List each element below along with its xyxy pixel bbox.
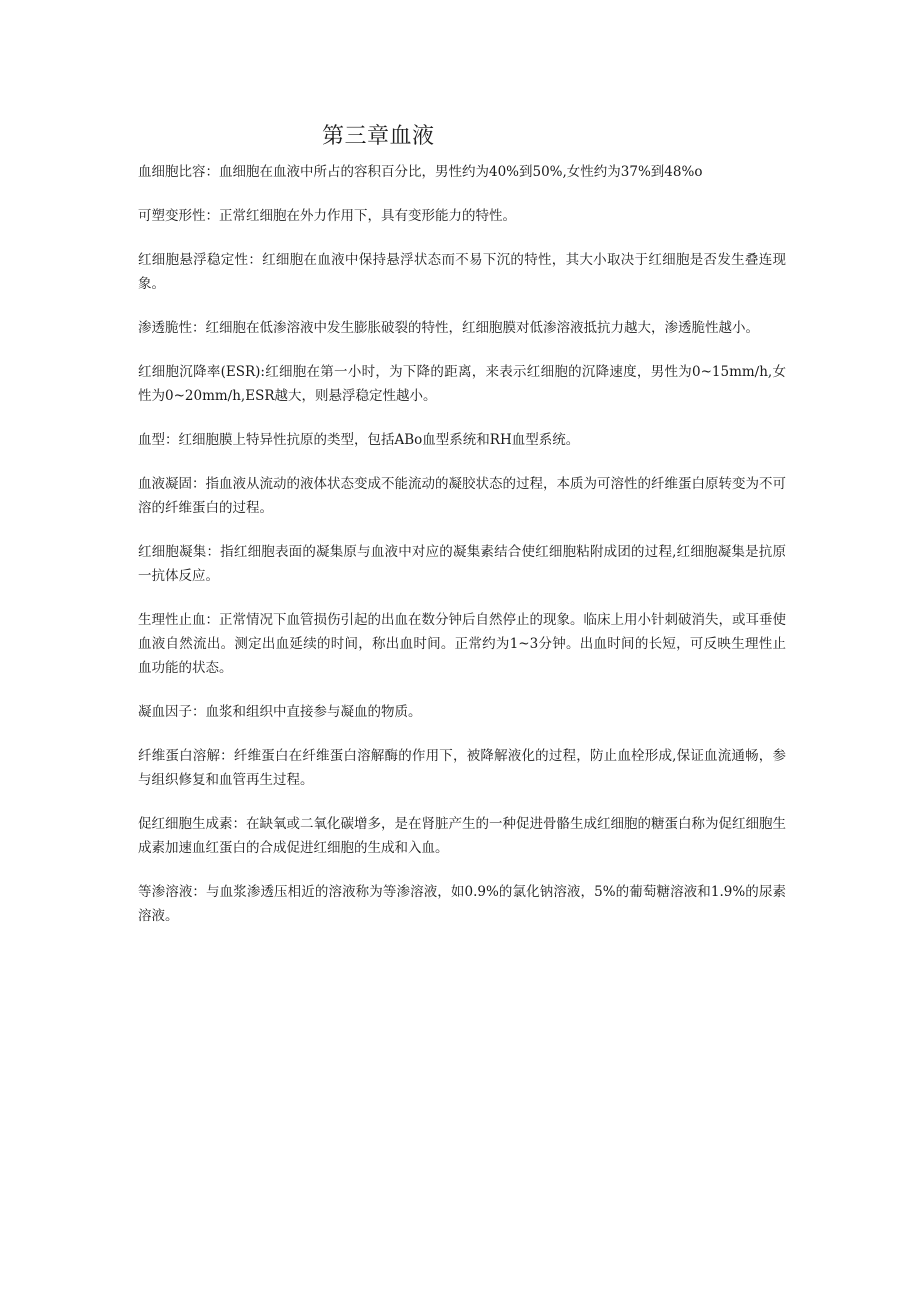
paragraph-blood-type: 血型：红细胞膜上特异性抗原的类型，包括ABo血型系统和RH血型系统。 bbox=[138, 432, 580, 448]
page-title: 第三章血液 bbox=[322, 124, 435, 149]
paragraph-suspension-stability: 红细胞悬浮稳定性：红细胞在血液中保持悬浮状态而不易下沉的特性，其大小取决于红细胞是否发生叠连现象。 bbox=[138, 252, 786, 292]
paragraph-agglutination: 红细胞凝集：指红细胞表面的凝集原与血液中对应的凝集素结合使红细胞粘附成团的过程,红细胞凝集是抗原一抗体反应。 bbox=[138, 544, 786, 584]
paragraph-hemostasis: 生理性止血：正常情况下血管损伤引起的出血在数分钟后自然停止的现象。临床上用小针刺破消失，或耳垂使血液自然流出。测定出血延续的时间，称出血时间。正常约为1~3分钟。出血时间的长短，可反映生理性止血功能的状态。 bbox=[138, 612, 786, 676]
paragraph-esr: 红细胞沉降率(ESR):红细胞在第一小时，为下降的距离，来表示红细胞的沉降速度，男性为0~15mm∕h,女性为0~20mm∕h,ESR越大，则悬浮稳定性越小。 bbox=[138, 364, 786, 404]
paragraph-isotonic-solution: 等渗溶液：与血浆渗透压相近的溶液称为等渗溶液，如0.9%的氯化钠溶液，5%的葡萄糖溶液和1.9%的尿素溶液。 bbox=[138, 884, 786, 924]
paragraph-plastic-deformability: 可塑变形性：正常红细胞在外力作用下，具有变形能力的特性。 bbox=[138, 208, 516, 224]
paragraph-osmotic-fragility: 渗透脆性：红细胞在低渗溶液中发生膨胀破裂的特性，红细胞膜对低渗溶液抵抗力越大，渗透脆性越小。 bbox=[138, 320, 759, 336]
paragraph-blood-coagulation: 血液凝固：指血液从流动的液体状态变成不能流动的凝胶状态的过程，本质为可溶性的纤维蛋白原转变为不可溶的纤维蛋白的过程。 bbox=[138, 476, 786, 516]
paragraph-coagulation-factor: 凝血因子：血浆和组织中直接参与凝血的物质。 bbox=[138, 704, 422, 720]
paragraph-hematocrit: 血细胞比容：血细胞在血液中所占的容积百分比，男性约为40%到50%,女性约为37%到48%o bbox=[138, 164, 703, 180]
document-body bbox=[138, 160, 786, 948]
paragraph-fibrinolysis: 纤维蛋白溶解：纤维蛋白在纤维蛋白溶解酶的作用下，被降解液化的过程，防止血栓形成,保证血流通畅，参与组织修复和血管再生过程。 bbox=[138, 748, 786, 788]
paragraph-erythropoietin: 促红细胞生成素：在缺氧或二氧化碳增多，是在肾脏产生的一种促进骨骼生成红细胞的糖蛋白称为促红细胞生成素加速血红蛋白的合成促进红细胞的生成和入血。 bbox=[138, 816, 786, 856]
